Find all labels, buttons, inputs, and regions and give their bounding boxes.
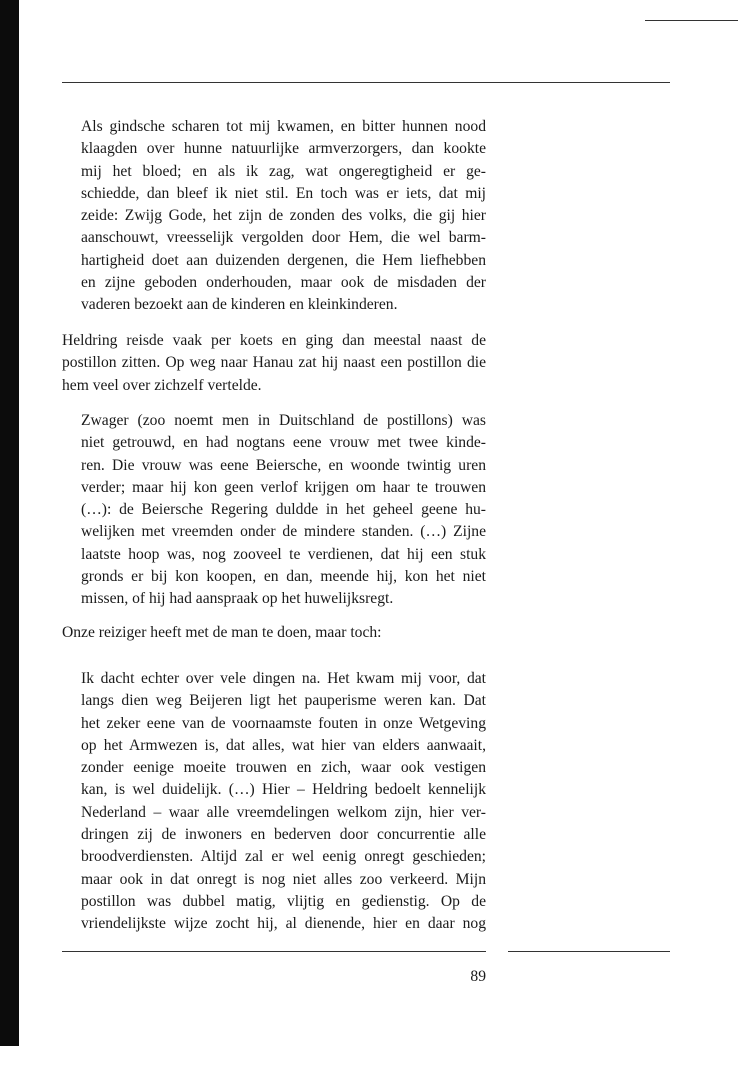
text-line: niet getrouwd, en had nogtans eene vrouw met twee kinde-: [81, 434, 486, 452]
text-line: zonder eenige moeite trouwen en zich, waar ook vestigen: [81, 759, 486, 777]
text-line: maar ook in dat onregt is nog niet alles zoo verkeerd. Mijn: [81, 870, 486, 888]
text-line: verder; maar hij kon geen verlof krijgen om haar te trouwen: [81, 478, 486, 496]
text-line: missen, of hij had aanspraak op het huwelijksregt.: [81, 590, 394, 608]
text-line: mij het bloed; en als ik zag, wat ongeregtigheid er ge-: [81, 162, 486, 180]
text-line: langs dien weg Beijeren ligt het pauperisme weren kan. Dat: [81, 692, 486, 710]
text-line: hartigheid doet aan duizenden dergenen, die Hem liefhebben: [81, 251, 486, 269]
text-line: (…): de Beiersche Regering duldde in het geheel geene hu-: [81, 501, 486, 519]
text-line: aanschouwt, vreesselijk vergolden door Hem, die wel barm-: [81, 229, 486, 247]
paragraph-1: [62, 330, 486, 397]
text-line: Als gindsche scharen tot mij kwamen, en bitter hunnen nood: [81, 118, 486, 135]
text-line: postillon was dubbel matig, vlijtig en gedienstig. Op de: [81, 892, 486, 910]
footer-rule-left: [62, 951, 486, 952]
text-line: welijken met vreemden onder de mindere standen. (…) Zijne: [81, 523, 486, 541]
text-line: laatste hoop was, nog zooveel te verdienen, dat hij een stuk: [81, 545, 486, 563]
text-line: vriendelijkste wijze zocht hij, al dienende, hier en daar nog: [81, 915, 486, 933]
text-line: vaderen bezoekt aan de kinderen en kleinkinderen.: [81, 296, 398, 314]
block-quote-2: [81, 410, 486, 611]
text-line: klaagden over hunne natuurlijke armverzorgers, dan kookte: [81, 140, 486, 158]
top-right-rule: [645, 20, 738, 21]
header-rule: [62, 82, 670, 83]
text-line: Zwager (zoo noemt men in Duitschland de postillons) was: [81, 412, 486, 429]
text-line: Ik dacht echter over vele dingen na. Het kwam mij voor, dat: [81, 670, 486, 687]
text-line: Onze reiziger heeft met de man te doen, maar toch:: [62, 624, 382, 641]
text-line: broodverdiensten. Altijd zal er wel eenig onregt geschieden;: [81, 848, 486, 866]
text-line: zeide: Zwijg Gode, het zijn de zonden des volks, die gij hier: [81, 207, 486, 225]
block-quote-1: [81, 116, 486, 317]
text-line: hem veel over zichzelf vertelde.: [62, 376, 262, 394]
block-quote-3: [81, 668, 486, 936]
text-line: dringen zij de inwoners en bederven door concurrentie alle: [81, 826, 486, 844]
paragraph-2: [62, 622, 486, 644]
text-line: kan, is wel duidelijk. (…) Hier – Heldring bedoelt kennelijk: [81, 781, 486, 799]
text-line: Heldring reisde vaak per koets en ging dan meestal naast de: [62, 332, 486, 349]
text-line: op het Armwezen is, dat alles, wat hier van elders aanwaait,: [81, 736, 486, 754]
page-number: 89: [470, 968, 486, 985]
text-line: en zijne geboden onderhouden, maar ook de misdaden der: [81, 274, 486, 292]
text-line: gronds er bij kon koopen, en dan, meende hij, kon het niet: [81, 568, 486, 586]
text-line: schiedde, dan bleef ik niet stil. En toch was er iets, dat mij: [81, 184, 486, 202]
scan-edge-bar: [0, 0, 19, 1046]
text-line: Nederland – waar alle vreemdelingen welkom zijn, hier ver-: [81, 803, 486, 821]
footer-rule-right: [508, 951, 670, 952]
text-line: postillon zitten. Op weg naar Hanau zat hij naast een postillon die: [62, 354, 486, 372]
text-line: ren. Die vrouw was eene Beiersche, en woonde twintig uren: [81, 456, 486, 474]
text-line: het zeker eene van de voornaamste fouten in onze Wetgeving: [81, 714, 486, 732]
